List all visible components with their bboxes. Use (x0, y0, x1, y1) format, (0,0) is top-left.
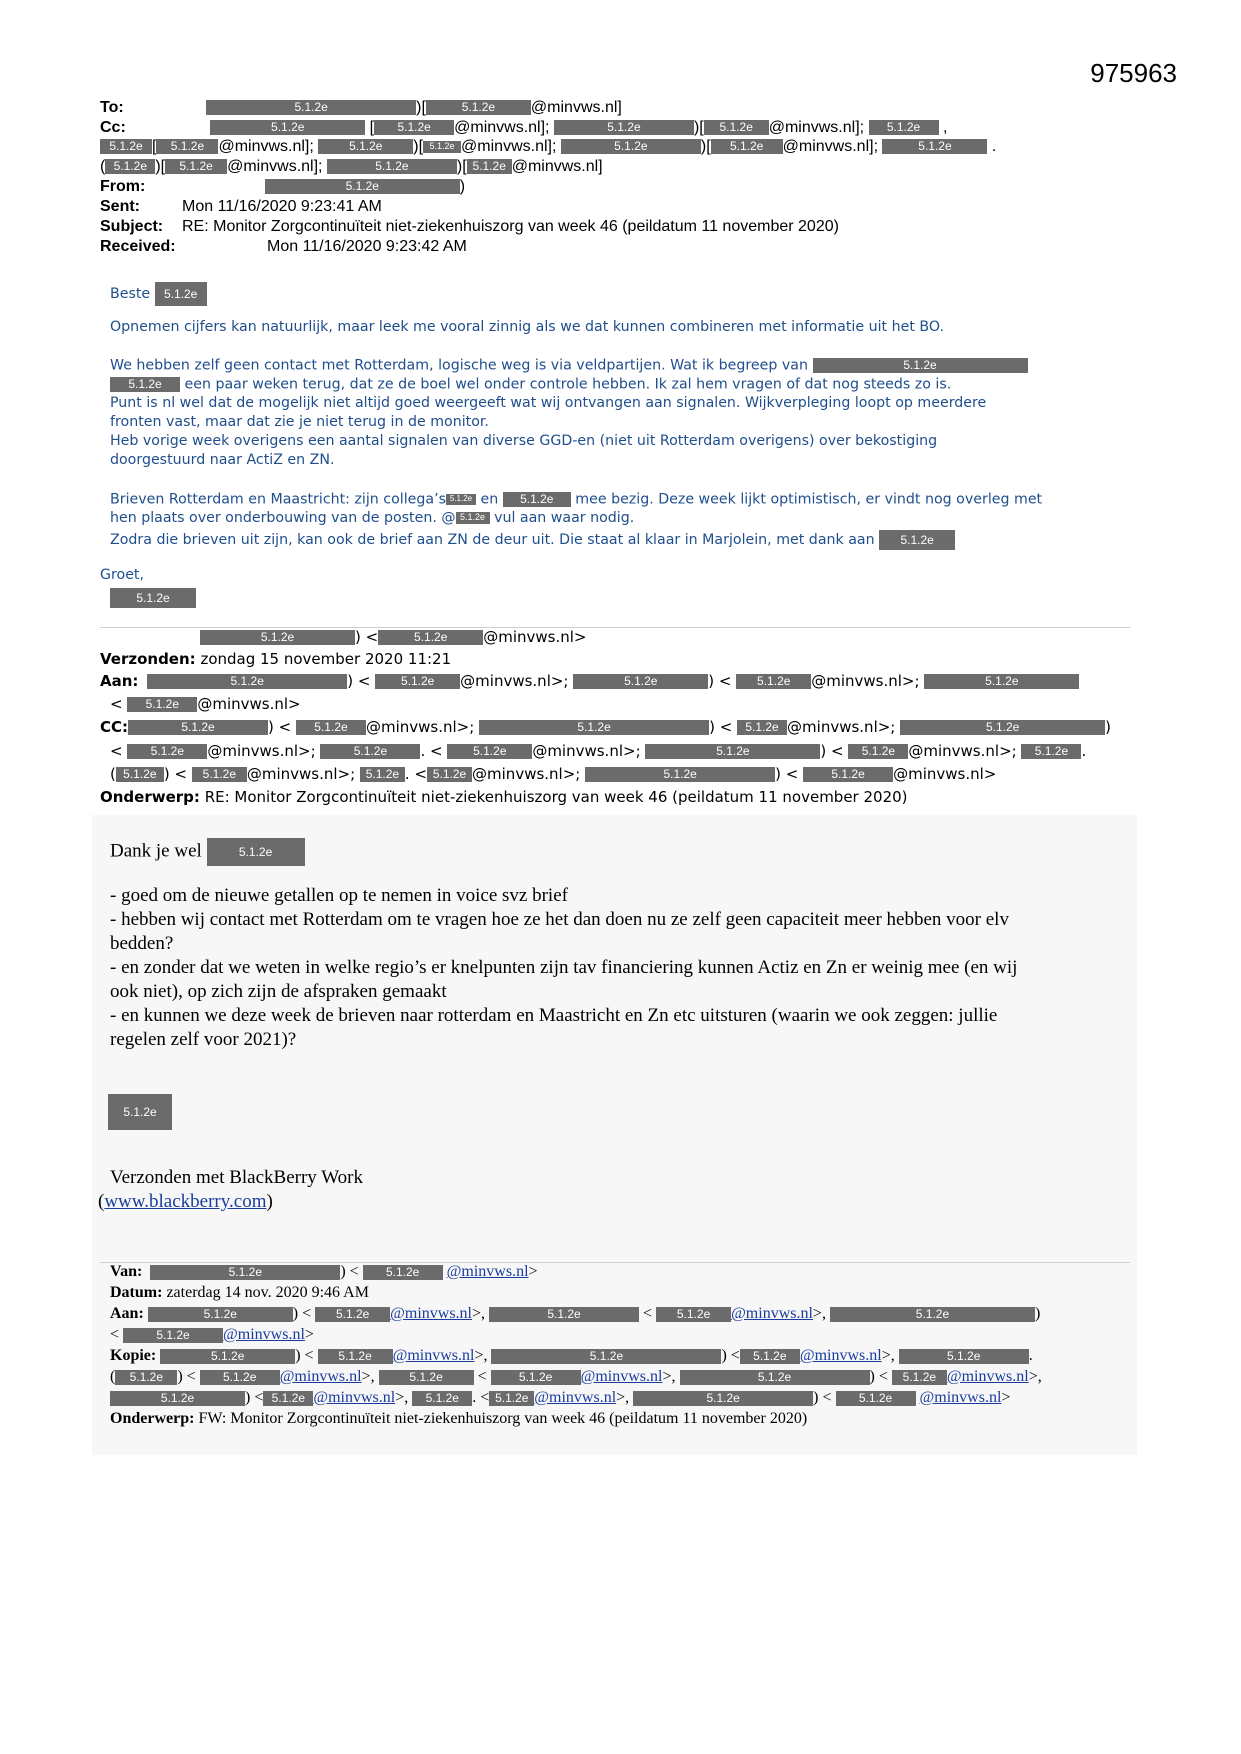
paragraph: fronten vast, maar dat zie je niet terug in de monitor. (110, 414, 489, 430)
redaction: 5.1.2e (882, 139, 987, 154)
redaction: 5.1.2e (491, 1349, 721, 1364)
redaction: 5.1.2e (110, 588, 196, 608)
redaction: 5.1.2e (360, 767, 405, 782)
redaction: 5.1.2e (318, 1349, 393, 1364)
paragraph: Punt is nl wel dat de mogelijk niet altijd goed weergeeft wat wij ontvangen aan signalen. Wijkverpleging loopt op meerdere (110, 395, 987, 411)
cc-line-3: ( 5.1.2e )[ 5.1.2e @minvws.nl]; 5.1.2e )[ 5.1.2e @minvws.nl] (100, 158, 603, 175)
signature (108, 1094, 172, 1130)
list-item: bedden? (110, 933, 174, 954)
datum-value: zaterdag 14 nov. 2020 9:46 AM (166, 1284, 369, 1301)
redaction: 5.1.2e (150, 1265, 340, 1280)
list-item: - en kunnen we deze week de brieven naar rotterdam en Maastricht en Zn etc uitsturen (waarin we ook zeggen: jullie (110, 1005, 998, 1026)
to-label: To: (100, 99, 124, 116)
paragraph: hen plaats over onderbouwing van de posten. @ 5.1.2e vul aan waar nodig. (110, 510, 635, 526)
redaction: 5.1.2e (645, 744, 820, 759)
redaction: 5.1.2e (296, 720, 366, 735)
redaction: 5.1.2e (379, 1370, 474, 1385)
redaction: 5.1.2e (327, 159, 457, 174)
onderwerp-value: RE: Monitor Zorgcontinuïteit niet-ziekenhuiszorg van week 46 (peildatum 11 november 2020) (204, 788, 908, 806)
redaction: 5.1.2e (265, 179, 460, 194)
cc-line-3: ( 5.1.2e ) < 5.1.2e @minvws.nl>; 5.1.2e . < 5.1.2e @minvws.nl>; 5.1.2e ) < 5.1.2e @minvws.nl> (110, 765, 997, 783)
redaction: 5.1.2e (426, 100, 531, 115)
redaction: 5.1.2e (423, 141, 461, 153)
redaction: 5.1.2e (200, 630, 355, 645)
redaction: 5.1.2e (813, 358, 1028, 373)
redaction: 5.1.2e (127, 697, 197, 712)
redaction: 5.1.2e (110, 377, 180, 392)
redaction: 5.1.2e (320, 744, 420, 759)
subject-line (100, 218, 839, 235)
redaction: 5.1.2e (899, 1349, 1029, 1364)
redaction: 5.1.2e (315, 1307, 390, 1322)
redaction: 5.1.2e (446, 494, 476, 505)
redaction: 5.1.2e (803, 767, 893, 782)
cc-line-2: 5.1.2e [ 5.1.2e @minvws.nl]; 5.1.2e )[ 5.1.2e @minvws.nl]; 5.1.2e )[ 5.1.2e @minvws.nl]; 5.1.2e . (100, 139, 996, 155)
redaction: 5.1.2e (192, 767, 247, 782)
redaction: 5.1.2e (554, 120, 694, 135)
redaction: 5.1.2e (207, 838, 305, 866)
redaction: 5.1.2e (148, 1307, 293, 1322)
sent-with: Verzonden met BlackBerry Work (110, 1167, 363, 1188)
cc-line: CC: 5.1.2e ) < 5.1.2e @minvws.nl>; 5.1.2e ) < 5.1.2e @minvws.nl>; 5.1.2e ) (100, 718, 1111, 736)
redaction: 5.1.2e (100, 139, 152, 154)
cc-line: Cc: 5.1.2e [ 5.1.2e @minvws.nl]; 5.1.2e )[ 5.1.2e @minvws.nl]; 5.1.2e , (100, 119, 948, 136)
redaction: 5.1.2e (704, 120, 769, 135)
redaction: 5.1.2e (318, 139, 413, 154)
redaction: 5.1.2e (561, 139, 701, 154)
redaction: 5.1.2e (115, 1370, 177, 1385)
received-label: Received: (100, 238, 176, 255)
redaction: 5.1.2e (836, 1391, 916, 1406)
van-line: 5.1.2e ) < 5.1.2e @minvws.nl> (100, 630, 586, 645)
paragraph: Heb vorige week overigens een aantal signalen van diverse GGD-en (niet uit Rotterdam overigens) over bekostiging (110, 433, 938, 449)
paragraph: We hebben zelf geen contact met Rotterdam, logische weg is via veldpartijen. Wat ik begreep van 5.1.2e (110, 358, 1028, 373)
redaction: 5.1.2e (737, 720, 787, 735)
email-domain: @minvws.nl> (483, 628, 587, 646)
list-item: regelen zelf voor 2021)? (110, 1029, 297, 1050)
redaction: 5.1.2e (830, 1307, 1035, 1322)
thanks-line: Dank je wel 5.1.2e (110, 838, 305, 866)
paragraph: Opnemen cijfers kan natuurlijk, maar leek me vooral zinnig als we dat kunnen combineren met informatie uit het BO. (110, 319, 944, 335)
sent-line (100, 198, 382, 215)
received-line (100, 238, 467, 255)
redaction: 5.1.2e (503, 492, 571, 507)
redaction: 5.1.2e (427, 767, 472, 782)
redaction: 5.1.2e (736, 674, 811, 689)
redaction: 5.1.2e (848, 744, 908, 759)
redaction: 5.1.2e (206, 100, 416, 115)
redaction: 5.1.2e (869, 120, 939, 135)
redaction: 5.1.2e (447, 744, 532, 759)
redaction: 5.1.2e (680, 1370, 870, 1385)
redaction: 5.1.2e (633, 1391, 813, 1406)
aan-line: Aan: 5.1.2e ) < 5.1.2e @minvws.nl>; 5.1.2e ) < 5.1.2e @minvws.nl>; 5.1.2e (100, 674, 1079, 689)
redaction: 5.1.2e (363, 1265, 443, 1280)
redaction: 5.1.2e (656, 1307, 731, 1322)
van-line: Van: 5.1.2e ) < 5.1.2e @minvws.nl> (110, 1263, 538, 1280)
redaction: 5.1.2e (105, 159, 155, 174)
to-line: To: 5.1.2e )[ 5.1.2e @minvws.nl] (100, 99, 622, 116)
kopie-line-2: ( 5.1.2e ) < 5.1.2e @minvws.nl>, 5.1.2e < 5.1.2e @minvws.nl>, 5.1.2e ) < 5.1.2e @minvws.nl>, (110, 1368, 1042, 1385)
redaction: 5.1.2e (573, 674, 708, 689)
onderwerp-value: FW: Monitor Zorgcontinuïteit niet-ziekenhuiszorg van week 46 (peildatum 11 november 2020) (198, 1410, 808, 1427)
redaction: 5.1.2e (108, 1094, 172, 1130)
cc-label: Cc: (100, 119, 126, 136)
onderwerp-line: Onderwerp: FW: Monitor Zorgcontinuïteit niet-ziekenhuiszorg van week 46 (peildatum 11 november 2020) (110, 1410, 808, 1427)
subject-label: Subject: (100, 218, 164, 235)
redaction: 5.1.2e (585, 767, 775, 782)
greeting: Beste 5.1.2e (110, 282, 207, 306)
redaction: 5.1.2e (1021, 744, 1081, 759)
redaction: 5.1.2e (412, 1391, 472, 1406)
paragraph: 5.1.2e een paar weken terug, dat ze de boel wel onder controle hebben. Ik zal hem vragen of dat nog steeds zo is. (110, 377, 951, 392)
redaction: 5.1.2e (378, 630, 483, 645)
sent-label: Sent: (100, 198, 140, 215)
kopie-line-3: 5.1.2e ) < 5.1.2e @minvws.nl>, 5.1.2e . < 5.1.2e @minvws.nl>, 5.1.2e ) < 5.1.2e @minvws.nl> (110, 1390, 1010, 1406)
aan-line: Aan: 5.1.2e ) < 5.1.2e @minvws.nl>, 5.1.2e < 5.1.2e @minvws.nl>, 5.1.2e ) (110, 1305, 1041, 1322)
redaction: 5.1.2e (740, 1349, 800, 1364)
redaction: 5.1.2e (467, 159, 512, 174)
link[interactable]: www.blackberry.com (104, 1191, 267, 1212)
redaction: 5.1.2e (165, 159, 227, 174)
closing: Groet, (100, 567, 144, 583)
redaction: 5.1.2e (879, 530, 955, 550)
blackberry-link[interactable]: (www.blackberry.com) (98, 1191, 273, 1212)
redaction: 5.1.2e (374, 120, 454, 135)
subject-value: RE: Monitor Zorgcontinuïteit niet-ziekenhuiszorg van week 46 (peildatum 11 november 2020) (182, 218, 839, 235)
kopie-line: Kopie: 5.1.2e ) < 5.1.2e @minvws.nl>, 5.1.2e ) < 5.1.2e @minvws.nl>, 5.1.2e . (110, 1347, 1033, 1364)
list-item: - en zonder dat we weten in welke regio’s er knelpunten zijn tav financiering kunnen Actiz en Zn er weinig mee (en wij (110, 957, 1018, 978)
onderwerp-line: Onderwerp: RE: Monitor Zorgcontinuïteit niet-ziekenhuiszorg van week 46 (peildatum 11 november 2020) (100, 788, 908, 806)
list-item: - goed om de nieuwe getallen op te nemen in voice svz brief (110, 885, 568, 906)
datum-line: Datum: zaterdag 14 nov. 2020 9:46 AM (110, 1284, 369, 1301)
redaction: 5.1.2e (116, 767, 164, 782)
redaction: 5.1.2e (479, 720, 709, 735)
cc-line-2: < 5.1.2e @minvws.nl>; 5.1.2e . < 5.1.2e @minvws.nl>; 5.1.2e ) < 5.1.2e @minvws.nl>; 5.1.2e . (110, 742, 1087, 760)
list-item: ook niet), op zich zijn de afspraken gemaakt (110, 981, 447, 1002)
paragraph: Zodra die brieven uit zijn, kan ook de brief aan ZN de deur uit. Die staat al klaar in Marjolein, met dank aan 5.1.2e (110, 530, 955, 550)
redaction: 5.1.2e (128, 720, 268, 735)
redaction: 5.1.2e (127, 744, 207, 759)
verzonden-line: Verzonden: zondag 15 november 2020 11:21 (100, 650, 452, 668)
divider (100, 627, 1130, 628)
from-label: From: (100, 178, 146, 195)
redaction: 5.1.2e (123, 1328, 223, 1343)
paragraph: Brieven Rotterdam en Maastricht: zijn collega’s 5.1.2e en 5.1.2e mee bezig. Deze week lijkt optimistisch, er vindt nog overleg met (110, 491, 1043, 508)
redaction: 5.1.2e (924, 674, 1079, 689)
redaction: 5.1.2e (210, 120, 365, 135)
redaction: 5.1.2e (491, 1370, 581, 1385)
redaction: 5.1.2e (110, 1391, 245, 1406)
redaction: 5.1.2e (375, 674, 460, 689)
verzonden-value: zondag 15 november 2020 11:21 (200, 650, 452, 668)
divider (100, 1262, 1130, 1263)
redaction: 5.1.2e (900, 720, 1105, 735)
redaction: 5.1.2e (711, 139, 783, 154)
document-number: 975963 (1090, 58, 1177, 88)
aan-line-2: < 5.1.2e @minvws.nl> (110, 695, 301, 713)
redaction: 5.1.2e (160, 1349, 295, 1364)
redaction: 5.1.2e (147, 674, 347, 689)
redaction: 5.1.2e (155, 282, 207, 306)
redaction: 5.1.2e (456, 512, 490, 524)
redaction: 5.1.2e (892, 1370, 947, 1385)
signature (110, 588, 196, 608)
list-item: - hebben wij contact met Rotterdam om te vragen hoe ze het dan doen nu ze zelf geen capaciteit meer hebben voor elv (110, 909, 1009, 930)
email-domain: @minvws.nl] (530, 99, 622, 116)
from-line: From: 5.1.2e ) (100, 178, 466, 195)
aan-line-2: < 5.1.2e @minvws.nl> (110, 1326, 314, 1343)
received-value: Mon 11/16/2020 9:23:42 AM (267, 238, 467, 255)
redaction: 5.1.2e (156, 139, 218, 154)
paragraph: doorgestuurd naar ActiZ en ZN. (110, 452, 335, 468)
redaction: 5.1.2e (489, 1391, 534, 1406)
sent-value: Mon 11/16/2020 9:23:41 AM (182, 198, 382, 215)
redaction: 5.1.2e (200, 1370, 280, 1385)
redaction: 5.1.2e (489, 1307, 639, 1322)
redaction: 5.1.2e (263, 1391, 313, 1406)
